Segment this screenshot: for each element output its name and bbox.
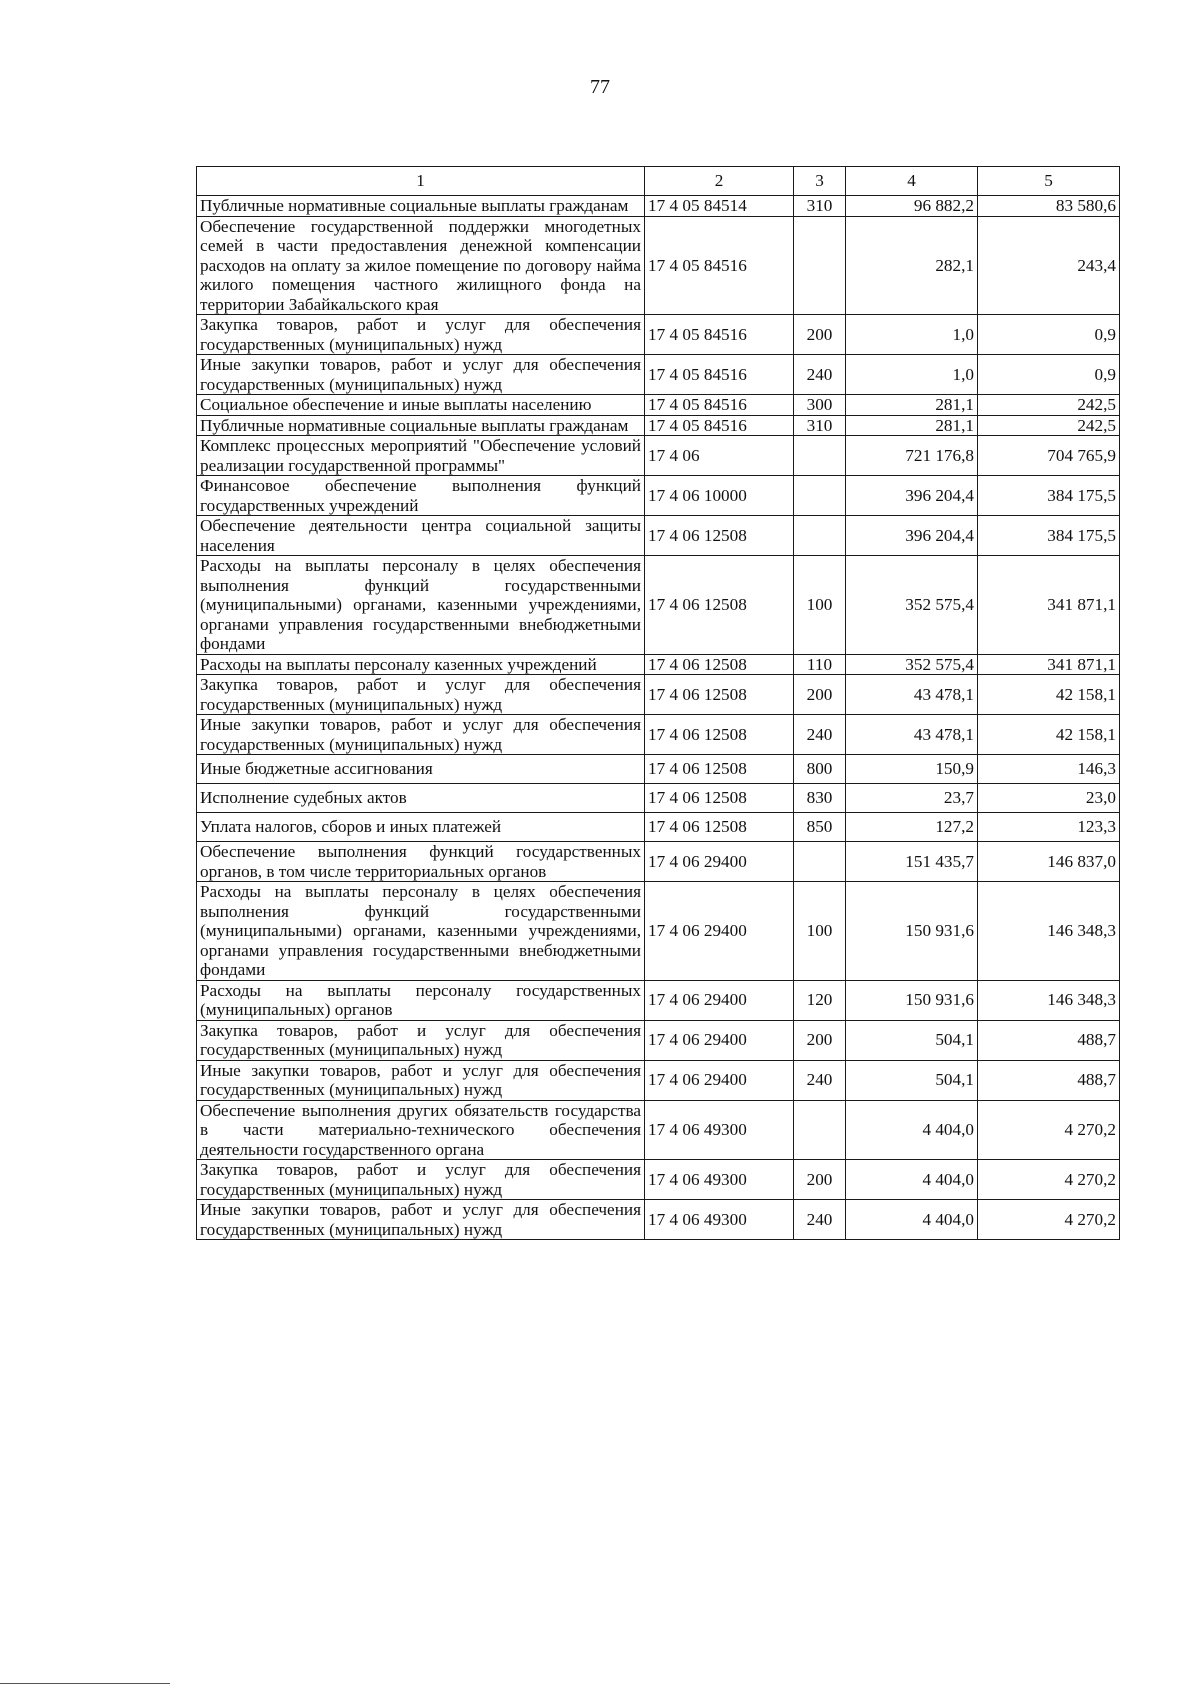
row-code-cell: 17 4 05 84514: [645, 196, 794, 217]
table-row: [197, 882, 1120, 981]
row-value-col5-cell: 341 871,1: [978, 654, 1120, 675]
row-value-col5-cell: 123,3: [978, 813, 1120, 842]
row-value-col4-cell: 352 575,4: [846, 654, 978, 675]
table-row: [197, 355, 1120, 395]
row-value-col4-cell: 1,0: [846, 315, 978, 355]
table-row: [197, 1160, 1120, 1200]
row-name-cell: Расходы на выплаты персоналу казенных учреждений: [197, 654, 645, 675]
row-value-col4-cell: 4 404,0: [846, 1160, 978, 1200]
row-kvr-cell: [794, 476, 846, 516]
row-value-col4-cell: 127,2: [846, 813, 978, 842]
row-name-cell: Иные бюджетные ассигнования: [197, 755, 645, 784]
row-name-cell: Иные закупки товаров, работ и услуг для обеспечения государственных (муниципальных) нужд: [197, 715, 645, 755]
row-value-col5-cell: 384 175,5: [978, 516, 1120, 556]
row-code-cell: 17 4 06 12508: [645, 813, 794, 842]
row-value-col4-cell: 43 478,1: [846, 675, 978, 715]
row-value-col5-cell: 488,7: [978, 1020, 1120, 1060]
table-row: [197, 1060, 1120, 1100]
row-value-col5-cell: 23,0: [978, 784, 1120, 813]
row-name-cell: Публичные нормативные социальные выплаты гражданам: [197, 196, 645, 217]
row-value-col5-cell: 42 158,1: [978, 715, 1120, 755]
row-kvr-cell: [794, 216, 846, 315]
header-col-2: 2: [645, 167, 794, 196]
row-code-cell: 17 4 05 84516: [645, 216, 794, 315]
row-code-cell: 17 4 06 29400: [645, 1020, 794, 1060]
row-value-col4-cell: 4 404,0: [846, 1100, 978, 1160]
row-value-col5-cell: 0,9: [978, 355, 1120, 395]
table-row: [197, 675, 1120, 715]
row-kvr-cell: 850: [794, 813, 846, 842]
table-row: [197, 715, 1120, 755]
table-row: [197, 216, 1120, 315]
row-kvr-cell: 120: [794, 980, 846, 1020]
row-kvr-cell: 240: [794, 355, 846, 395]
row-code-cell: 17 4 05 84516: [645, 415, 794, 436]
row-name-cell: Комплекс процессных мероприятий "Обеспечение условий реализации государственной программы": [197, 436, 645, 476]
row-code-cell: 17 4 06 12508: [645, 784, 794, 813]
row-code-cell: 17 4 06 29400: [645, 980, 794, 1020]
row-value-col5-cell: 146 348,3: [978, 980, 1120, 1020]
row-code-cell: 17 4 05 84516: [645, 355, 794, 395]
row-kvr-cell: 100: [794, 882, 846, 981]
row-value-col4-cell: 151 435,7: [846, 842, 978, 882]
row-code-cell: 17 4 06 29400: [645, 842, 794, 882]
row-kvr-cell: 240: [794, 1060, 846, 1100]
row-value-col5-cell: 243,4: [978, 216, 1120, 315]
table-row: [197, 755, 1120, 784]
row-value-col4-cell: 23,7: [846, 784, 978, 813]
row-value-col4-cell: 352 575,4: [846, 556, 978, 655]
row-code-cell: 17 4 06: [645, 436, 794, 476]
table-row: [197, 556, 1120, 655]
table-row: [197, 315, 1120, 355]
row-code-cell: 17 4 06 49300: [645, 1100, 794, 1160]
row-kvr-cell: [794, 1100, 846, 1160]
budget-table: [196, 166, 1120, 1240]
table-row: [197, 436, 1120, 476]
row-value-col5-cell: 704 765,9: [978, 436, 1120, 476]
row-value-col5-cell: 384 175,5: [978, 476, 1120, 516]
row-kvr-cell: 240: [794, 715, 846, 755]
table-header-row: [197, 167, 1120, 196]
row-kvr-cell: [794, 516, 846, 556]
table-row: [197, 476, 1120, 516]
row-value-col4-cell: 396 204,4: [846, 516, 978, 556]
table-row: [197, 196, 1120, 217]
row-kvr-cell: [794, 842, 846, 882]
row-name-cell: Закупка товаров, работ и услуг для обеспечения государственных (муниципальных) нужд: [197, 1160, 645, 1200]
row-value-col4-cell: 150 931,6: [846, 882, 978, 981]
row-kvr-cell: 200: [794, 1160, 846, 1200]
row-name-cell: Закупка товаров, работ и услуг для обеспечения государственных (муниципальных) нужд: [197, 675, 645, 715]
row-name-cell: Обеспечение выполнения других обязательств государства в части материально-технического обеспечения деятельности государственного органа: [197, 1100, 645, 1160]
row-name-cell: Исполнение судебных актов: [197, 784, 645, 813]
row-name-cell: Иные закупки товаров, работ и услуг для обеспечения государственных (муниципальных) нужд: [197, 355, 645, 395]
table-row: [197, 784, 1120, 813]
row-value-col5-cell: 83 580,6: [978, 196, 1120, 217]
row-code-cell: 17 4 06 12508: [645, 654, 794, 675]
row-value-col5-cell: 42 158,1: [978, 675, 1120, 715]
row-value-col4-cell: 150,9: [846, 755, 978, 784]
table-row: [197, 415, 1120, 436]
row-name-cell: Публичные нормативные социальные выплаты гражданам: [197, 415, 645, 436]
row-value-col5-cell: 242,5: [978, 395, 1120, 416]
row-name-cell: Иные закупки товаров, работ и услуг для обеспечения государственных (муниципальных) нужд: [197, 1060, 645, 1100]
row-code-cell: 17 4 06 12508: [645, 556, 794, 655]
row-kvr-cell: 110: [794, 654, 846, 675]
row-value-col4-cell: 281,1: [846, 415, 978, 436]
row-value-col4-cell: 150 931,6: [846, 980, 978, 1020]
row-code-cell: 17 4 05 84516: [645, 315, 794, 355]
row-value-col5-cell: 4 270,2: [978, 1100, 1120, 1160]
row-kvr-cell: 200: [794, 1020, 846, 1060]
table-row: [197, 395, 1120, 416]
row-value-col5-cell: 341 871,1: [978, 556, 1120, 655]
row-code-cell: 17 4 06 29400: [645, 882, 794, 981]
row-code-cell: 17 4 06 49300: [645, 1160, 794, 1200]
row-name-cell: Обеспечение государственной поддержки многодетных семей в части предоставления денежной компенсации расходов на оплату за жилое помещение по договору найма жилого помещения частного жилищного фонда на территории Забайкальского края: [197, 216, 645, 315]
table-row: [197, 1100, 1120, 1160]
row-name-cell: Социальное обеспечение и иные выплаты населению: [197, 395, 645, 416]
row-name-cell: Уплата налогов, сборов и иных платежей: [197, 813, 645, 842]
row-name-cell: Расходы на выплаты персоналу в целях обеспечения выполнения функций государственными (муниципальными) органами, казенными учреждениями, органами управления государственными внебюджетными фондами: [197, 556, 645, 655]
row-code-cell: 17 4 06 12508: [645, 755, 794, 784]
table-row: [197, 1020, 1120, 1060]
header-col-1: 1: [197, 167, 645, 196]
row-value-col5-cell: 0,9: [978, 315, 1120, 355]
table-row: [197, 842, 1120, 882]
row-value-col5-cell: 146 837,0: [978, 842, 1120, 882]
row-value-col4-cell: 281,1: [846, 395, 978, 416]
row-name-cell: Обеспечение деятельности центра социальной защиты населения: [197, 516, 645, 556]
row-value-col4-cell: 721 176,8: [846, 436, 978, 476]
table-row: [197, 1200, 1120, 1240]
row-kvr-cell: 200: [794, 675, 846, 715]
row-code-cell: 17 4 06 29400: [645, 1060, 794, 1100]
table-row: [197, 654, 1120, 675]
row-kvr-cell: 100: [794, 556, 846, 655]
row-kvr-cell: 310: [794, 415, 846, 436]
row-value-col5-cell: 242,5: [978, 415, 1120, 436]
row-kvr-cell: 830: [794, 784, 846, 813]
scan-edge-mark: [0, 1683, 170, 1684]
table-body: [197, 196, 1120, 1240]
row-code-cell: 17 4 06 10000: [645, 476, 794, 516]
header-col-3: 3: [794, 167, 846, 196]
row-value-col4-cell: 504,1: [846, 1060, 978, 1100]
header-col-5: 5: [978, 167, 1120, 196]
row-name-cell: Расходы на выплаты персоналу в целях обеспечения выполнения функций государственными (муниципальными) органами, казенными учреждениями, органами управления государственными внебюджетными фондами: [197, 882, 645, 981]
table-row: [197, 516, 1120, 556]
table-row: [197, 980, 1120, 1020]
row-kvr-cell: 240: [794, 1200, 846, 1240]
row-value-col5-cell: 488,7: [978, 1060, 1120, 1100]
table-row: [197, 813, 1120, 842]
row-kvr-cell: [794, 436, 846, 476]
row-value-col5-cell: 146,3: [978, 755, 1120, 784]
row-name-cell: Иные закупки товаров, работ и услуг для обеспечения государственных (муниципальных) нужд: [197, 1200, 645, 1240]
row-kvr-cell: 310: [794, 196, 846, 217]
row-code-cell: 17 4 06 12508: [645, 516, 794, 556]
row-name-cell: Финансовое обеспечение выполнения функций государственных учреждений: [197, 476, 645, 516]
row-value-col5-cell: 4 270,2: [978, 1160, 1120, 1200]
row-value-col4-cell: 504,1: [846, 1020, 978, 1060]
row-name-cell: Обеспечение выполнения функций государственных органов, в том числе территориальных органов: [197, 842, 645, 882]
header-col-4: 4: [846, 167, 978, 196]
row-name-cell: Закупка товаров, работ и услуг для обеспечения государственных (муниципальных) нужд: [197, 1020, 645, 1060]
row-kvr-cell: 200: [794, 315, 846, 355]
row-value-col4-cell: 396 204,4: [846, 476, 978, 516]
row-name-cell: Закупка товаров, работ и услуг для обеспечения государственных (муниципальных) нужд: [197, 315, 645, 355]
row-value-col4-cell: 43 478,1: [846, 715, 978, 755]
row-name-cell: Расходы на выплаты персоналу государственных (муниципальных) органов: [197, 980, 645, 1020]
row-value-col5-cell: 146 348,3: [978, 882, 1120, 981]
row-value-col4-cell: 4 404,0: [846, 1200, 978, 1240]
row-code-cell: 17 4 05 84516: [645, 395, 794, 416]
row-value-col5-cell: 4 270,2: [978, 1200, 1120, 1240]
row-code-cell: 17 4 06 12508: [645, 715, 794, 755]
row-code-cell: 17 4 06 12508: [645, 675, 794, 715]
row-kvr-cell: 300: [794, 395, 846, 416]
row-value-col4-cell: 96 882,2: [846, 196, 978, 217]
row-kvr-cell: 800: [794, 755, 846, 784]
row-value-col4-cell: 282,1: [846, 216, 978, 315]
row-value-col4-cell: 1,0: [846, 355, 978, 395]
page-number: 77: [590, 76, 610, 98]
row-code-cell: 17 4 06 49300: [645, 1200, 794, 1240]
